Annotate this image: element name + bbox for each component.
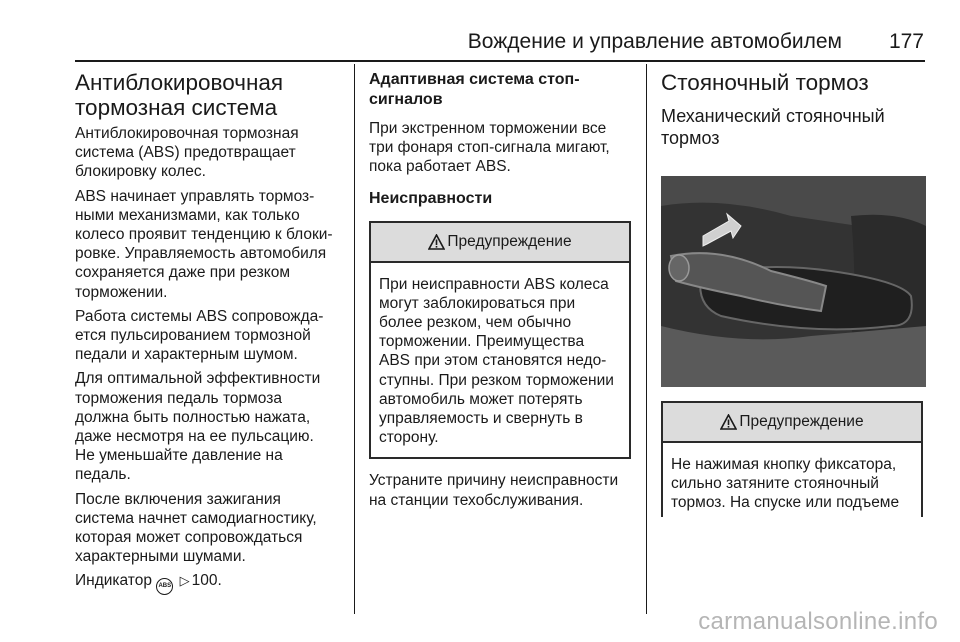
paragraph: Антиблокировочная тормозная система (ABS) предотвращает блокировку колес.	[75, 125, 299, 181]
column-abs	[75, 64, 347, 595]
column-divider	[646, 64, 647, 614]
warning-triangle-icon	[720, 414, 737, 430]
parking-brake-lever-photo	[661, 176, 926, 387]
section-heading-abs: Антиблокировочная тормозная система	[75, 70, 284, 120]
column-brake-lights	[369, 64, 633, 510]
section-heading-parking-brake: Стояночный тормоз	[661, 70, 869, 95]
warning-box	[369, 221, 631, 460]
warning-body: При неисправности ABS колеса могут заблокироваться при более резком, чем обычно торможении. Преимущества ABS при этом становятся недо- ступны. При резком торможении автомобиль может потерять управляемость и свернуть в сторону.	[379, 275, 614, 447]
running-title: Вождение и управление автомобилем	[467, 30, 842, 53]
page-number: 177	[888, 30, 924, 53]
paragraph: Для оптимальной эффективности торможения педаль тормоза должна быть полностью нажата, даже несмотря на ее пульсацию. Не уменьшайте давление на педаль.	[75, 370, 321, 484]
warning-header	[663, 403, 921, 443]
warning-header	[371, 223, 629, 263]
warning-title: Предупреждение	[739, 413, 864, 430]
subheading-mechanical-parking-brake: Механический стояночный тормоз	[661, 106, 885, 148]
warning-triangle-icon	[428, 234, 445, 250]
column-divider	[354, 64, 355, 614]
header-rule	[75, 60, 925, 62]
paragraph: При экстренном торможении все три фонаря стоп-сигнала мигают, пока работает ABS.	[369, 120, 610, 176]
section-heading-adaptive-brake-lights: Адаптивная система стоп- сигналов	[369, 71, 580, 108]
subheading-faults: Неисправности	[369, 189, 493, 207]
column-parking-brake	[661, 64, 925, 517]
warning-title: Предупреждение	[447, 232, 572, 250]
abs-indicator-icon: ABS	[156, 578, 173, 595]
indicator-line: Индикатор ABS ▷ 100.	[75, 571, 347, 595]
page-reference-icon[interactable]: ▷	[179, 573, 190, 589]
paragraph: После включения зажигания система начнет самодиагностику, которая может сопровождаться характерными шумами.	[75, 490, 317, 566]
warning-body: Не нажимая кнопку фиксатора, сильно затяните стояночный тормоз. На спуске или подъеме	[671, 456, 900, 512]
watermark: carmanualsonline.info	[698, 608, 938, 635]
warning-box	[661, 401, 923, 517]
indicator-page-link[interactable]: 100.	[191, 572, 222, 590]
paragraph: ABS начинает управлять тормоз- ными механизмами, как только колесо проявит тенденцию к блоки- ровке. Управляемость автомобиля сохраняется даже при резком торможении.	[75, 187, 333, 301]
paragraph: Устраните причину неисправности на станции техобслуживания.	[369, 472, 619, 509]
paragraph: Работа системы ABS сопровожда- ется пульсированием тормозной педали и характерным шумом.	[75, 307, 324, 364]
